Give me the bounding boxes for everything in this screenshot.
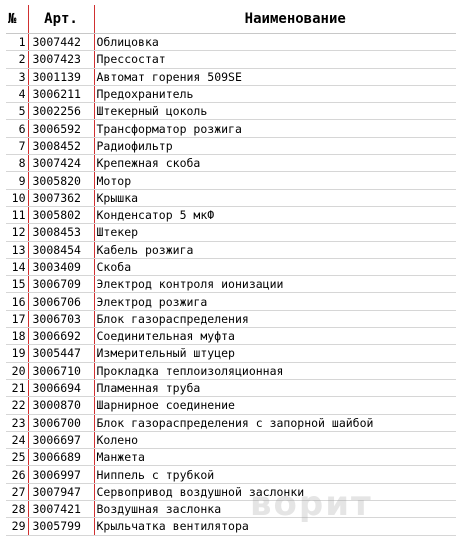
table-row [6, 120, 456, 137]
table-row [6, 397, 456, 414]
row-number: 15 [6, 276, 28, 293]
row-number: 24 [6, 431, 28, 448]
table-header-row [6, 5, 456, 34]
row-name: Мотор [94, 172, 456, 189]
table-row [6, 466, 456, 483]
row-article: 3002256 [28, 103, 94, 120]
row-number: 13 [6, 241, 28, 258]
row-article: 3006697 [28, 431, 94, 448]
row-number: 23 [6, 414, 28, 431]
row-article: 3000870 [28, 397, 94, 414]
row-number: 26 [6, 466, 28, 483]
row-number: 20 [6, 362, 28, 379]
table-row [6, 362, 456, 379]
row-article: 3007421 [28, 501, 94, 518]
row-name: Штекерный цоколь [94, 103, 456, 120]
table-row [6, 449, 456, 466]
row-name: Пламенная труба [94, 379, 456, 396]
header-article: Арт. [28, 5, 94, 34]
header-name: Наименование [94, 5, 456, 34]
row-number: 28 [6, 501, 28, 518]
table-row [6, 431, 456, 448]
row-number: 22 [6, 397, 28, 414]
row-number: 18 [6, 328, 28, 345]
row-name: Конденсатор 5 мкФ [94, 206, 456, 223]
table-row [6, 155, 456, 172]
row-name: Блок газораспределения [94, 310, 456, 327]
table-row [6, 137, 456, 154]
parts-table-sheet [6, 5, 456, 536]
table-row [6, 224, 456, 241]
header-number: № [6, 5, 28, 34]
table-row [6, 379, 456, 396]
row-article: 3006692 [28, 328, 94, 345]
table-row [6, 501, 456, 518]
row-article: 3003409 [28, 258, 94, 275]
row-number: 5 [6, 103, 28, 120]
row-name: Прессостат [94, 51, 456, 68]
table-row [6, 276, 456, 293]
row-article: 3007362 [28, 189, 94, 206]
row-name: Соединительная муфта [94, 328, 456, 345]
row-article: 3006710 [28, 362, 94, 379]
table-row [6, 518, 456, 535]
row-number: 9 [6, 172, 28, 189]
row-name: Шарнирное соединение [94, 397, 456, 414]
row-article: 3006997 [28, 466, 94, 483]
table-row [6, 345, 456, 362]
row-article: 3006700 [28, 414, 94, 431]
row-article: 3006211 [28, 85, 94, 102]
row-article: 3008453 [28, 224, 94, 241]
table-row [6, 189, 456, 206]
row-name: Электрод розжига [94, 293, 456, 310]
row-name: Крышка [94, 189, 456, 206]
table-row [6, 310, 456, 327]
table-row [6, 258, 456, 275]
row-article: 3006694 [28, 379, 94, 396]
row-name: Воздушная заслонка [94, 501, 456, 518]
row-number: 12 [6, 224, 28, 241]
row-number: 19 [6, 345, 28, 362]
row-number: 10 [6, 189, 28, 206]
row-name: Облицовка [94, 34, 456, 51]
row-number: 29 [6, 518, 28, 535]
row-article: 3007423 [28, 51, 94, 68]
row-number: 6 [6, 120, 28, 137]
table-row [6, 293, 456, 310]
row-name: Манжета [94, 449, 456, 466]
table-row [6, 68, 456, 85]
row-name: Предохранитель [94, 85, 456, 102]
row-number: 14 [6, 258, 28, 275]
row-article: 3007442 [28, 34, 94, 51]
row-name: Штекер [94, 224, 456, 241]
row-article: 3006709 [28, 276, 94, 293]
row-number: 3 [6, 68, 28, 85]
table-row [6, 414, 456, 431]
row-number: 2 [6, 51, 28, 68]
row-number: 16 [6, 293, 28, 310]
row-name: Электрод контроля ионизации [94, 276, 456, 293]
row-article: 3005802 [28, 206, 94, 223]
row-article: 3005799 [28, 518, 94, 535]
row-article: 3007424 [28, 155, 94, 172]
row-number: 11 [6, 206, 28, 223]
row-name: Блок газораспределения с запорной шайбой [94, 414, 456, 431]
row-name: Сервопривод воздушной заслонки [94, 483, 456, 500]
row-article: 3006706 [28, 293, 94, 310]
table-row [6, 103, 456, 120]
row-name: Колено [94, 431, 456, 448]
row-name: Крыльчатка вентилятора [94, 518, 456, 535]
row-name: Автомат горения 509SE [94, 68, 456, 85]
row-article: 3008454 [28, 241, 94, 258]
row-name: Прокладка теплоизоляционная [94, 362, 456, 379]
table-row [6, 328, 456, 345]
row-name: Измерительный штуцер [94, 345, 456, 362]
row-number: 25 [6, 449, 28, 466]
row-number: 27 [6, 483, 28, 500]
row-article: 3006703 [28, 310, 94, 327]
table-row [6, 241, 456, 258]
row-number: 4 [6, 85, 28, 102]
row-name: Радиофильтр [94, 137, 456, 154]
row-article: 3008452 [28, 137, 94, 154]
row-number: 1 [6, 34, 28, 51]
table-row [6, 51, 456, 68]
table-row [6, 172, 456, 189]
row-article: 3005820 [28, 172, 94, 189]
table-row [6, 34, 456, 51]
row-name: Ниппель с трубкой [94, 466, 456, 483]
row-number: 8 [6, 155, 28, 172]
row-number: 21 [6, 379, 28, 396]
row-name: Скоба [94, 258, 456, 275]
row-article: 3001139 [28, 68, 94, 85]
row-name: Трансформатор розжига [94, 120, 456, 137]
row-name: Крепежная скоба [94, 155, 456, 172]
row-name: Кабель розжига [94, 241, 456, 258]
row-article: 3007947 [28, 483, 94, 500]
row-article: 3005447 [28, 345, 94, 362]
table-row [6, 85, 456, 102]
row-article: 3006689 [28, 449, 94, 466]
row-article: 3006592 [28, 120, 94, 137]
row-number: 7 [6, 137, 28, 154]
table-row [6, 483, 456, 500]
table-row [6, 206, 456, 223]
parts-table [6, 5, 456, 536]
watermark: ворит [250, 484, 373, 524]
row-number: 17 [6, 310, 28, 327]
